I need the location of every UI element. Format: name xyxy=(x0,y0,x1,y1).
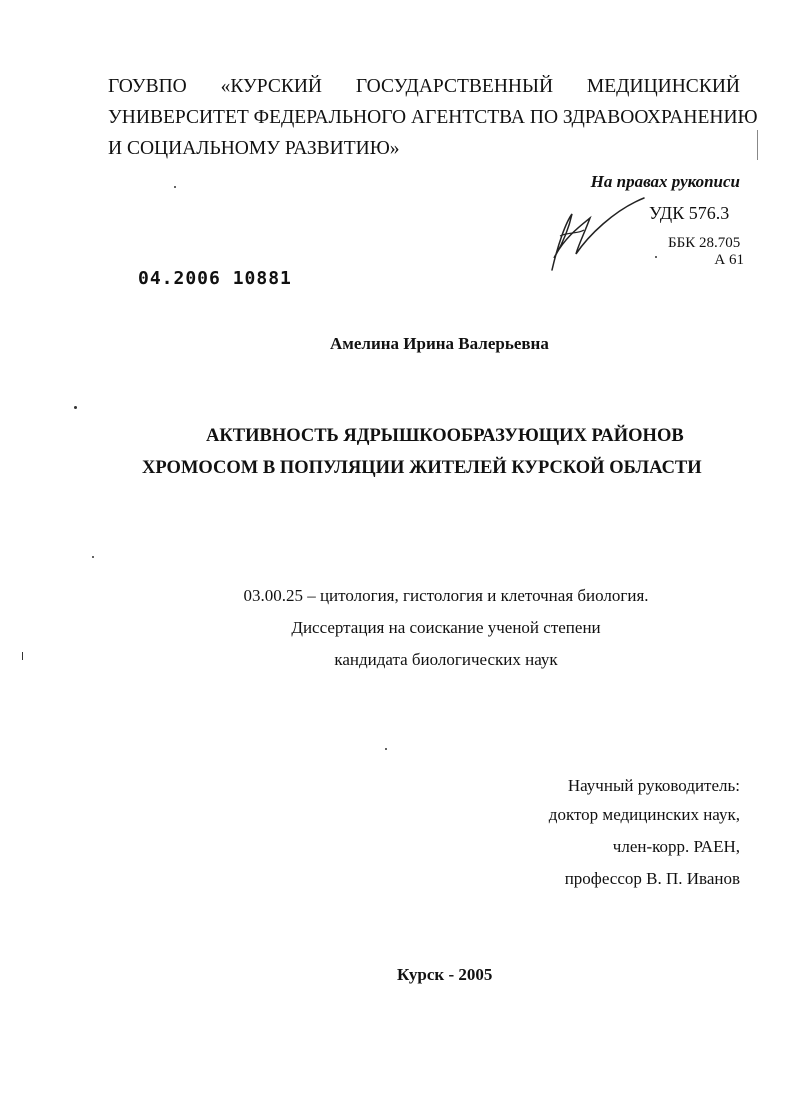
scan-speck xyxy=(385,748,387,750)
dissertation-title-line-2: ХРОМОСОМ В ПОПУЛЯЦИИ ЖИТЕЛЕЙ КУРСКОЙ ОБЛАСТИ xyxy=(142,458,702,478)
bbk-code: ББК 28.705 xyxy=(668,235,741,251)
dissertation-type-line: Диссертация на соискание ученой степени xyxy=(291,618,601,637)
degree-line: кандидата биологических наук xyxy=(334,650,558,669)
scan-speck xyxy=(22,652,23,660)
institution-line-3: И СОЦИАЛЬНОМУ РАЗВИТИЮ» xyxy=(108,138,400,159)
author-name: Амелина Ирина Валерьевна xyxy=(330,334,549,353)
scan-speck xyxy=(74,406,77,409)
specialty-code-line: 03.00.25 – цитология, гистология и клеточная биология. xyxy=(243,586,649,605)
scan-speck xyxy=(757,130,758,160)
scan-speck xyxy=(92,556,94,558)
supervisor-name: профессор В. П. Иванов xyxy=(564,869,740,888)
udk-code: УДК 576.3 xyxy=(649,203,730,223)
institution-line-2: УНИВЕРСИТЕТ ФЕДЕРАЛЬНОГО АГЕНТСТВА ПО ЗДРАВООХРАНЕНИЮ xyxy=(108,107,758,128)
registration-stamp-number: 04.2006 10881 xyxy=(138,268,292,289)
institution-line-1: ГОУВПО «КУРСКИЙ ГОСУДАРСТВЕННЫЙ МЕДИЦИНСКИЙ xyxy=(108,76,740,97)
supervisor-heading: Научный руководитель: xyxy=(567,776,740,795)
dissertation-title-line-1: АКТИВНОСТЬ ЯДРЫШКООБРАЗУЮЩИХ РАЙОНОВ xyxy=(206,426,684,446)
manuscript-rights-label: На правах рукописи xyxy=(590,172,740,191)
scan-speck xyxy=(655,256,657,258)
signature-mark xyxy=(538,196,648,276)
bbk-subcode: А 61 xyxy=(714,252,744,268)
city-year: Курск - 2005 xyxy=(397,965,493,984)
supervisor-membership: член-корр. РАЕН, xyxy=(612,837,740,856)
scan-speck xyxy=(174,186,176,188)
supervisor-degree: доктор медицинских наук, xyxy=(548,805,740,824)
